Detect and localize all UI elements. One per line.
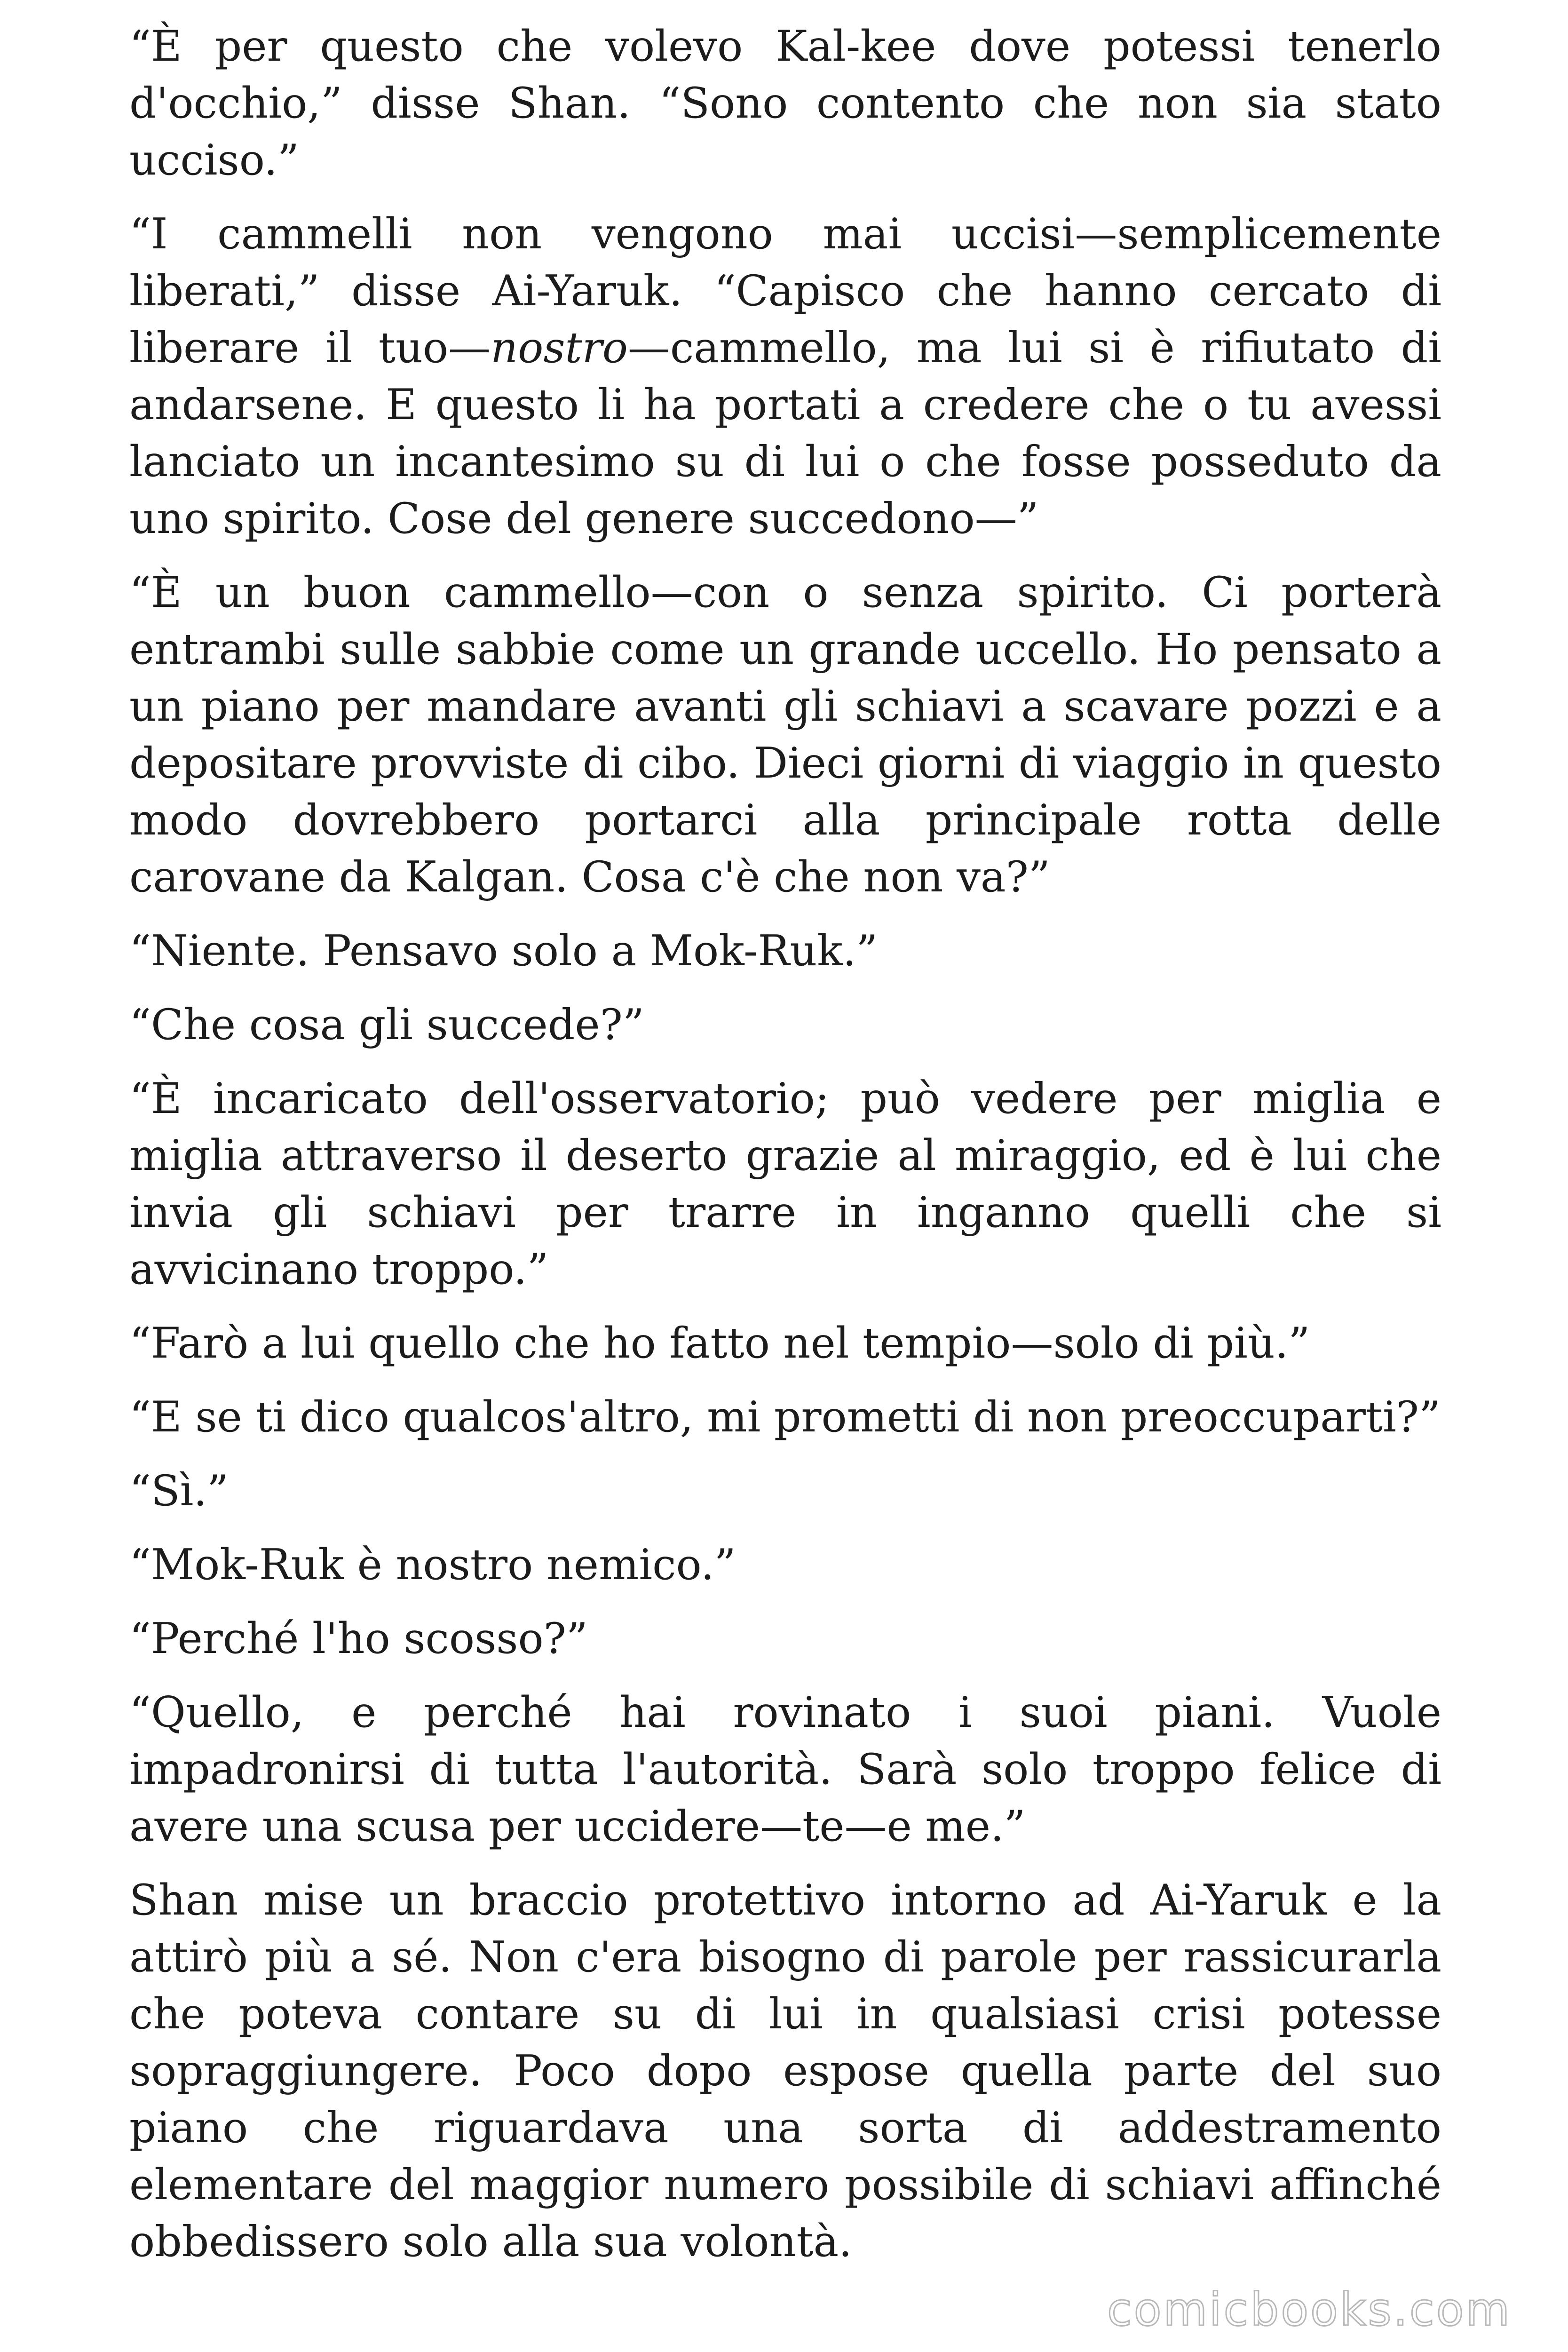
paragraph: “È un buon cammello—con o senza spirito. Ci porterà entrambi sulle sabbie come un grande uccello. Ho pensato a un piano per mandare avanti gli schiavi a scavare pozzi e a depositare provviste di cibo. Dieci giorni di viaggio in questo modo dovrebbero portarci alla principale rotta delle carovane da Kalgan. Cosa c'è che non va?” (129, 568, 1441, 902)
paragraph: “Perché l'ho scosso?” (129, 1614, 588, 1663)
paragraph: “Sì.” (129, 1466, 229, 1516)
book-page-text (129, 18, 1441, 2270)
paragraph (129, 206, 1441, 547)
paragraph: “Quello, e perché hai rovinato i suoi piani. Vuole impadronirsi di tutta l'autorità. Sarà solo troppo felice di avere una scusa per uccidere—te—e me.” (129, 1688, 1441, 1851)
paragraph: “È incaricato dell'osservatorio; può vedere per miglia e miglia attraverso il deserto grazie al miraggio, ed è lui che invia gli schiavi per trarre in inganno quelli che si avvicinano troppo.” (129, 1074, 1441, 1294)
paragraph: “Che cosa gli succede?” (129, 1000, 644, 1049)
paragraph: “Farò a lui quello che ho fatto nel tempio—solo di più.” (129, 1319, 1310, 1368)
paragraph-text: “I cammelli non vengono mai uccisi—semplicemente liberati,” disse Ai-Yaruk. “Capisco che hanno cercato di liberare il tuo— (129, 209, 1441, 373)
paragraph: Shan mise un braccio protettivo intorno ad Ai-Yaruk e la attirò più a sé. Non c'era bisogno di parole per rassicurarla che poteva contare su di lui in qualsiasi crisi potesse sopraggiungere. Poco dopo espose quella parte del suo piano che riguardava una sorta di addestramento elementare del maggior numero possibile di schiavi affinché obbedissero solo alla sua volontà. (129, 1875, 1441, 2266)
paragraph: “E se ti dico qualcos'altro, mi prometti di non preoccuparti?” (129, 1392, 1441, 1442)
paragraph: “È per questo che volevo Kal-kee dove potessi tenerlo d'occhio,” disse Shan. “Sono contento che non sia stato ucciso.” (129, 22, 1441, 185)
paragraph: “Niente. Pensavo solo a Mok-Ruk.” (129, 926, 878, 976)
watermark: comicbooks.com (1107, 2283, 1512, 2336)
italic-emphasis: nostro (491, 323, 628, 373)
paragraph-text: —cammello, ma lui si è rifiutato di andarsene. E questo li ha portati a credere che o tu avessi lanciato un incantesimo su di lui o che fosse posseduto da uno spirito. Cose del genere succedono—” (129, 323, 1442, 543)
paragraph: “Mok-Ruk è nostro nemico.” (129, 1540, 736, 1589)
